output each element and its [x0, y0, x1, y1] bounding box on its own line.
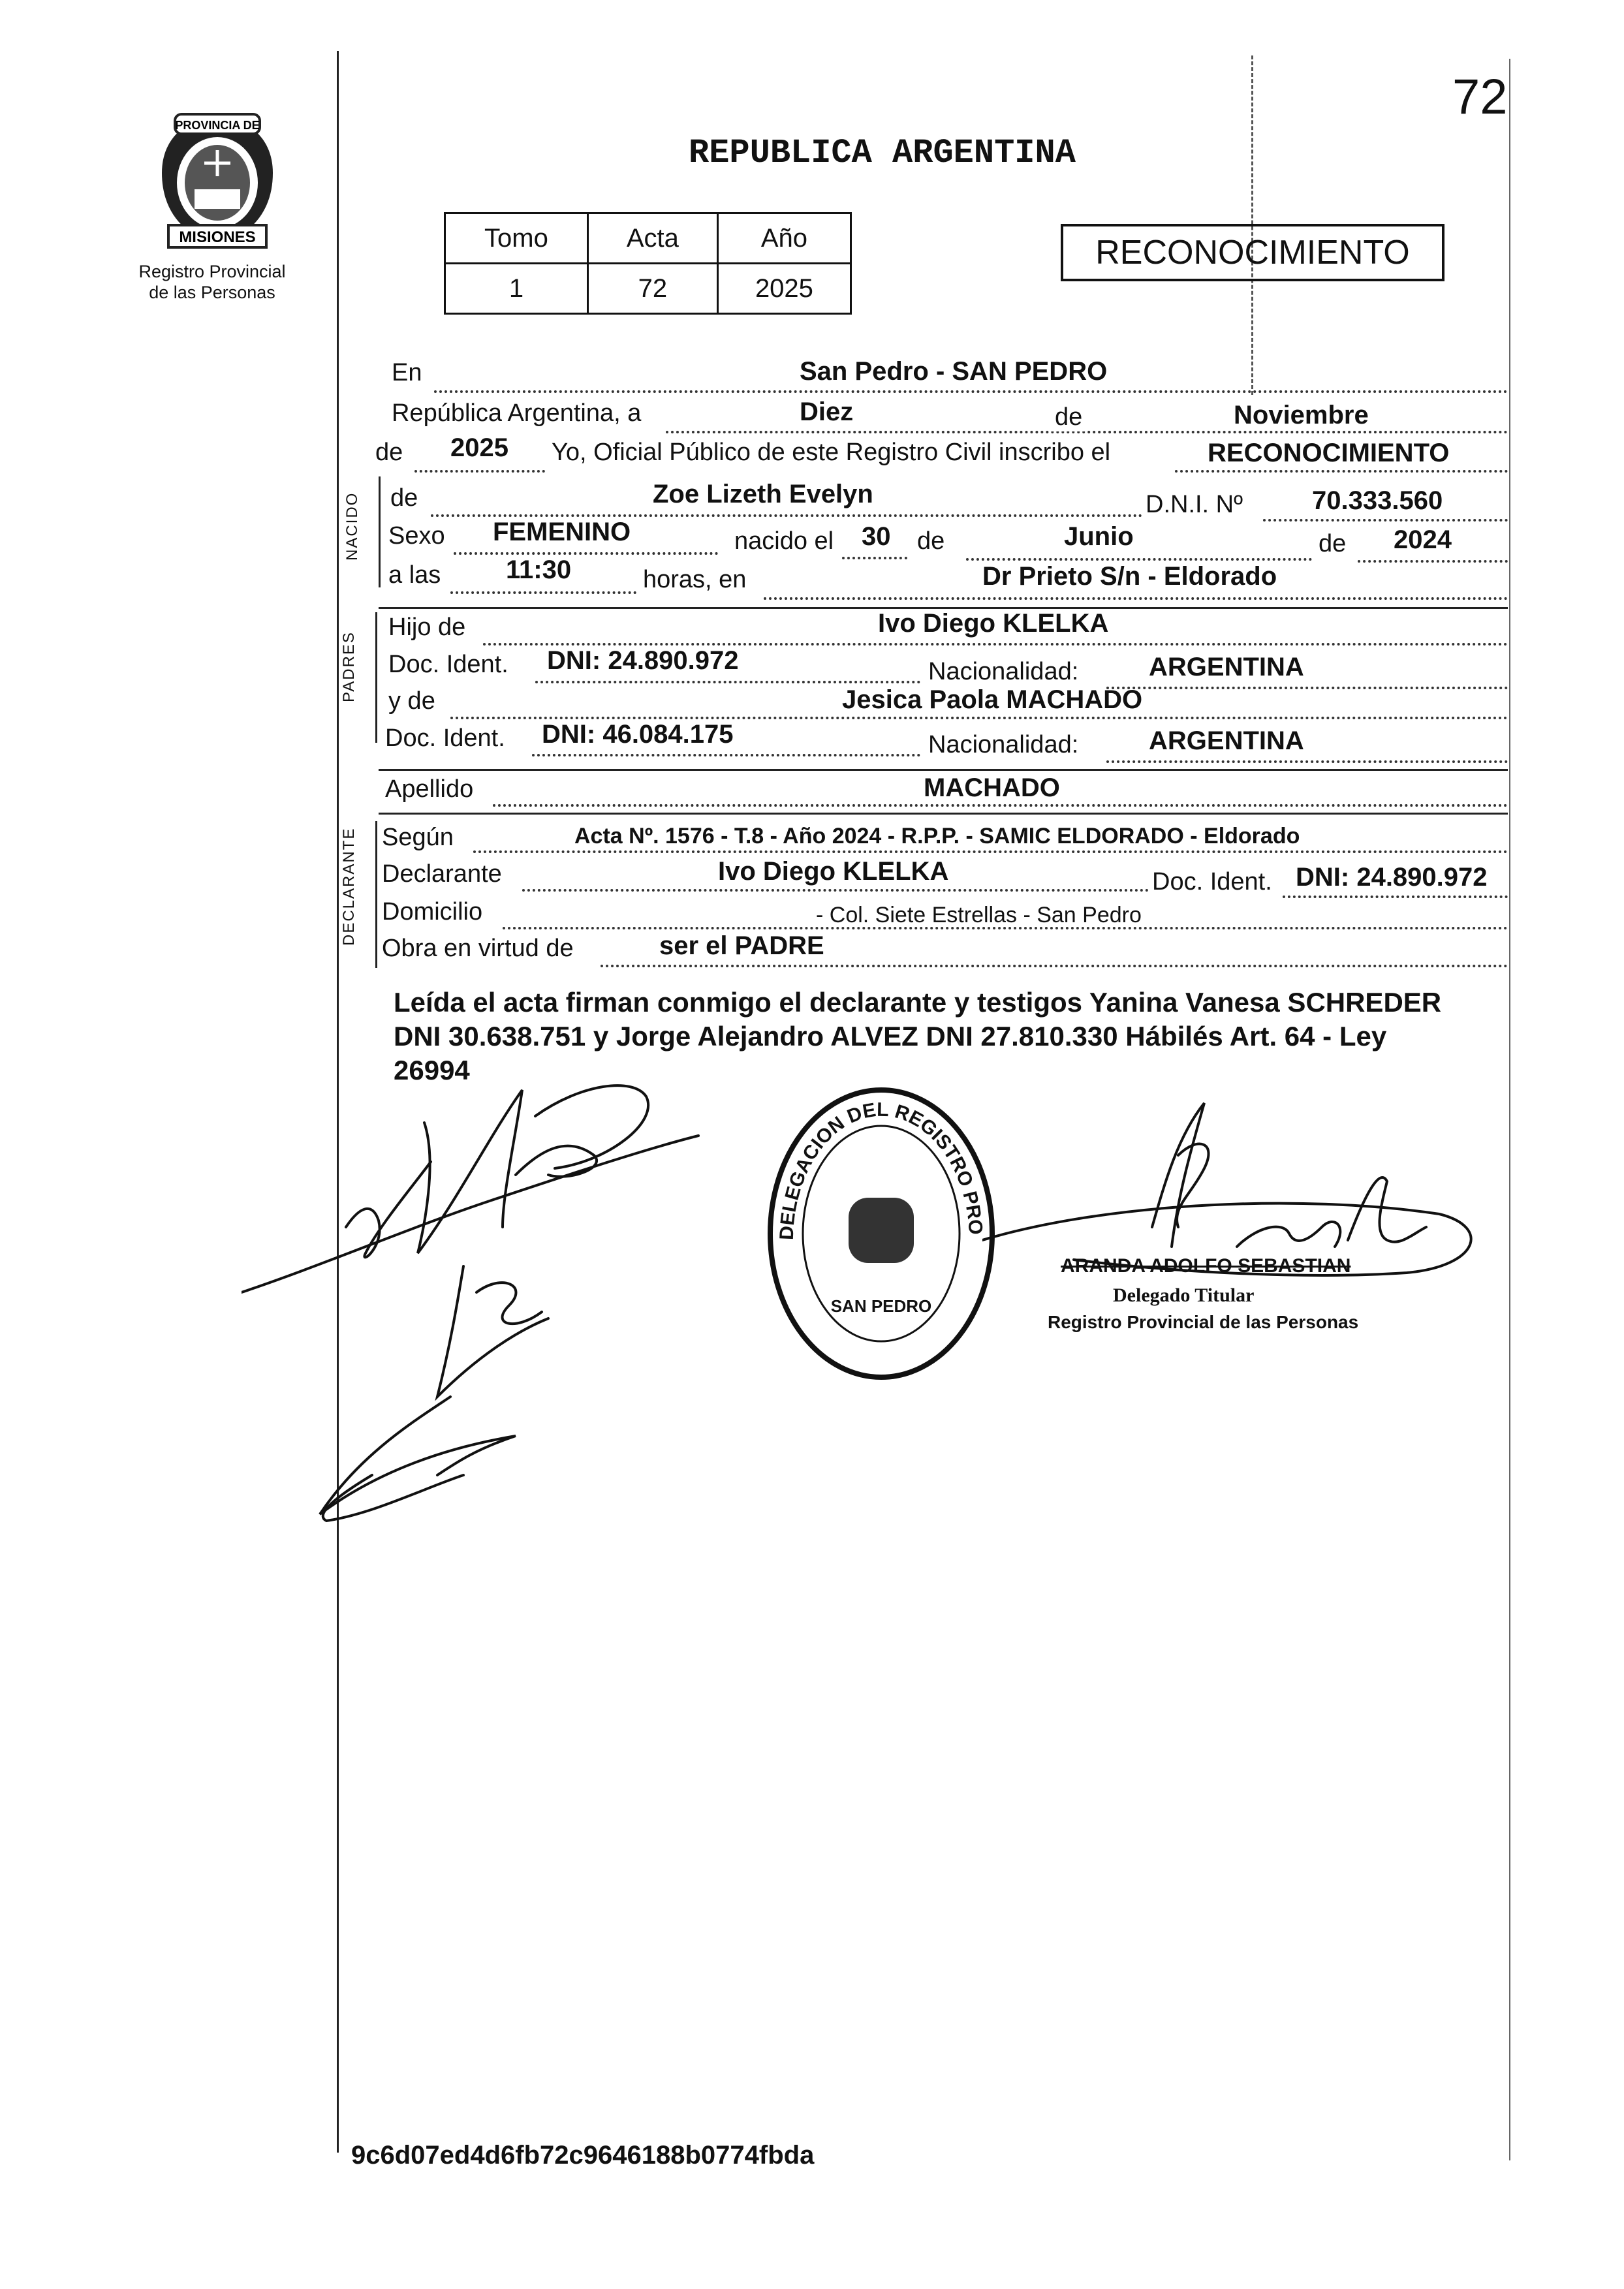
- declarante-doc-label: Doc. Ident.: [1152, 868, 1272, 895]
- official-title: Delegado Titular: [1113, 1285, 1255, 1306]
- dotted-line: [414, 470, 545, 473]
- nacido-de1-label: de: [917, 527, 945, 555]
- dotted-line: [1283, 895, 1508, 898]
- mother-nationality: ARGENTINA: [1149, 726, 1304, 755]
- dotted-line: [1106, 760, 1508, 763]
- witness-signatures: [242, 1057, 711, 1527]
- child-dni: 70.333.560: [1312, 486, 1443, 515]
- apellido-label: Apellido: [385, 775, 474, 803]
- father-nationality: ARGENTINA: [1149, 653, 1304, 681]
- seal-bottom-text: SAN PEDRO: [830, 1296, 932, 1316]
- mother-name: Jesica Paola MACHADO: [842, 685, 1143, 714]
- dotted-line: [493, 804, 1508, 807]
- record-type-value: RECONOCIMIENTO: [1208, 439, 1450, 467]
- dotted-line: [522, 889, 1149, 892]
- dotted-line: [434, 390, 1508, 393]
- section-label-padres: PADRES: [340, 631, 358, 702]
- year-value: 2025: [450, 433, 508, 462]
- month-value: Noviembre: [1234, 401, 1369, 429]
- section-label-declarante: DECLARANTE: [340, 827, 358, 946]
- svg-text:PROVINCIA DE: PROVINCIA DE: [175, 119, 260, 132]
- child-name: Zoe Lizeth Evelyn: [653, 480, 873, 508]
- dotted-line: [483, 643, 1508, 646]
- separator: [379, 813, 1508, 815]
- dotted-line: [764, 597, 1508, 600]
- page-number: 72: [1452, 69, 1508, 125]
- dotted-line: [431, 514, 1142, 517]
- nacido-de2-label: de: [1319, 530, 1347, 557]
- nacido-el-label: nacido el: [734, 527, 834, 555]
- birth-month: Junio: [1064, 522, 1134, 551]
- seal-ring-text: DELEGACION DEL REGISTRO PRO: [775, 1098, 987, 1241]
- dotted-line: [966, 558, 1312, 561]
- year-prefix-label: de: [375, 439, 403, 466]
- en-label: En: [392, 359, 422, 386]
- mother-nationality-label: Nacionalidad:: [928, 731, 1079, 758]
- birth-time: 11:30: [506, 555, 572, 584]
- nacido-de-label: de: [390, 484, 418, 512]
- table-header-ano: Año: [717, 213, 851, 264]
- birth-place: Dr Prieto S/n - Eldorado: [982, 562, 1277, 591]
- statement-text: Yo, Oficial Público de este Registro Civil inscribo el: [552, 439, 1111, 466]
- place-value: San Pedro - SAN PEDRO: [800, 357, 1108, 386]
- dotted-line: [842, 557, 907, 559]
- dotted-line: [1263, 519, 1508, 522]
- father-name: Ivo Diego KLELKA: [878, 609, 1109, 638]
- dotted-line: [1106, 687, 1508, 689]
- official-office: Registro Provincial de las Personas: [1048, 1312, 1359, 1332]
- table-header-tomo: Tomo: [445, 213, 588, 264]
- father-doc: DNI: 24.890.972: [547, 646, 739, 675]
- closing-line1: Leída el acta firman conmigo el declarante y testigos Yanina Vanesa SCHREDER: [394, 987, 1442, 1018]
- dotted-line: [473, 850, 1508, 853]
- dotted-line: [535, 681, 920, 683]
- dotted-line: [454, 552, 718, 555]
- domicilio-value: - Col. Siete Estrellas - San Pedro: [816, 903, 1142, 927]
- dni-label: D.N.I. Nº: [1146, 491, 1243, 518]
- act-type-box: RECONOCIMIENTO: [1061, 224, 1444, 281]
- dotted-line: [1358, 560, 1508, 563]
- sexo-label: Sexo: [388, 522, 445, 550]
- table-value-acta: 72: [587, 264, 717, 314]
- provincial-emblem: [149, 111, 286, 255]
- father-doc-label: Doc. Ident.: [388, 651, 508, 678]
- segun-value: Acta Nº. 1576 - T.8 - Año 2024 - R.P.P. - SAMIC ELDORADO - Eldorado: [574, 824, 1300, 849]
- record-id-table: [444, 212, 852, 315]
- section-bracket-padres: [375, 612, 377, 743]
- registry-name-line2: de las Personas: [149, 283, 275, 302]
- day-value: Diez: [800, 397, 854, 426]
- section-bracket-nacido: [379, 476, 381, 587]
- table-value-tomo: 1: [445, 264, 588, 314]
- horas-label: horas, en: [643, 566, 747, 593]
- dotted-line: [532, 754, 920, 756]
- dotted-line: [450, 717, 1508, 719]
- svg-text:MISIONES: MISIONES: [179, 228, 256, 246]
- declarante-label: Declarante: [382, 860, 502, 888]
- dotted-line: [1175, 470, 1508, 473]
- registry-name: [114, 261, 310, 303]
- closing-line3: 26994: [394, 1055, 470, 1085]
- sexo-value: FEMENINO: [493, 518, 631, 546]
- official-name: ARANDA ADOLFO SEBASTIAN: [1061, 1255, 1351, 1277]
- segun-label: Según: [382, 824, 454, 851]
- obra-label: Obra en virtud de: [382, 935, 574, 962]
- document-hash: 9c6d07ed4d6fb72c9646188b0774fbda: [351, 2141, 815, 2170]
- section-label-nacido: NACIDO: [343, 491, 361, 561]
- apellido-value: MACHADO: [924, 773, 1060, 802]
- birth-year: 2024: [1394, 525, 1452, 554]
- birth-day: 30: [862, 522, 891, 551]
- section-bracket-declarante: [375, 821, 377, 968]
- dotted-line: [666, 431, 1508, 433]
- dotted-line: [450, 591, 636, 594]
- obra-value: ser el PADRE: [659, 931, 824, 960]
- y-de-label: y de: [388, 687, 435, 715]
- table-header-acta: Acta: [587, 213, 717, 264]
- mother-doc: DNI: 46.084.175: [542, 720, 734, 749]
- declarante-name: Ivo Diego KLELKA: [718, 857, 949, 886]
- right-edge-line: [1509, 59, 1510, 2160]
- separator: [379, 769, 1508, 771]
- closing-line2: DNI 30.638.751 y Jorge Alejandro ALVEZ DNI 27.810.330 Hábilés Art. 64 - Ley: [394, 1021, 1387, 1051]
- a-las-label: a las: [388, 561, 441, 589]
- table-value-ano: 2025: [717, 264, 851, 314]
- republic-label: República Argentina, a: [392, 399, 642, 427]
- father-nationality-label: Nacionalidad:: [928, 658, 1079, 685]
- hijo-de-label: Hijo de: [388, 614, 466, 641]
- registry-name-line1: Registro Provincial: [138, 262, 286, 281]
- domicilio-label: Domicilio: [382, 898, 483, 926]
- declarante-doc: DNI: 24.890.972: [1296, 863, 1488, 892]
- de-label: de: [1051, 403, 1086, 431]
- dotted-line: [601, 965, 1508, 967]
- document-title: REPUBLICA ARGENTINA: [689, 134, 1076, 172]
- mother-doc-label: Doc. Ident.: [385, 724, 505, 752]
- official-seal: [757, 1077, 1005, 1384]
